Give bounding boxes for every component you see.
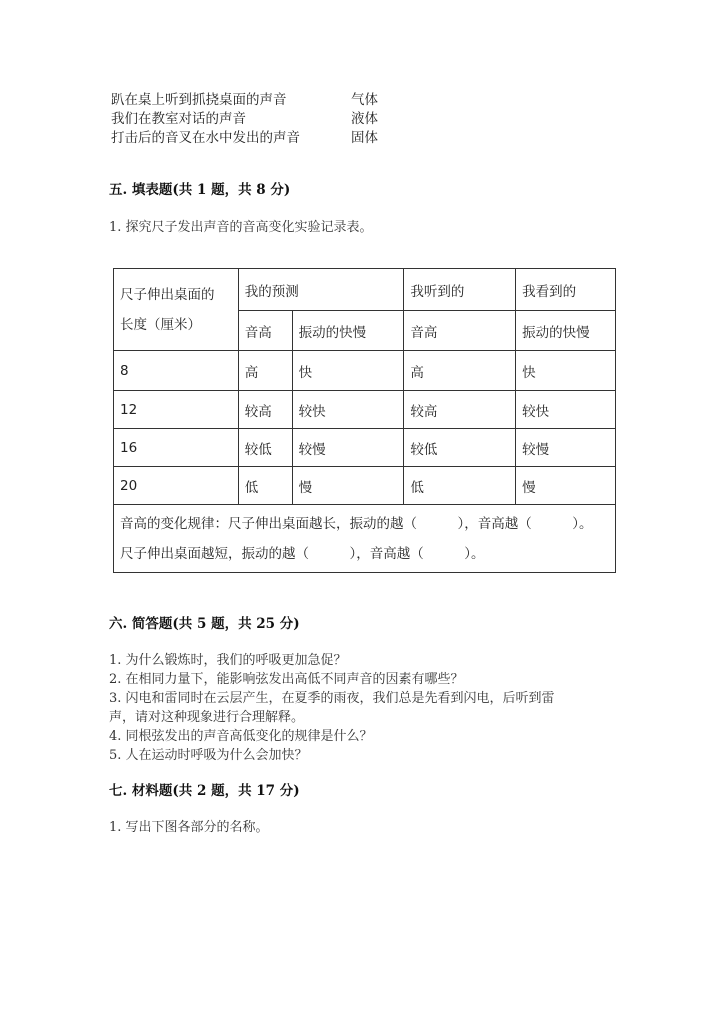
sub-header: 音高 (404, 311, 516, 351)
sub-header: 振动的快慢 (292, 311, 404, 351)
cell: 低 (238, 467, 292, 505)
col1-header: 尺子伸出桌面的 长度（厘米） (114, 269, 239, 351)
table-row (114, 391, 616, 429)
cell: 较高 (238, 391, 292, 429)
cell: 较慢 (292, 429, 404, 467)
cell: 12 (114, 391, 239, 429)
cell: 高 (404, 351, 516, 391)
question-1: 1. 为什么锻炼时，我们的呼吸更加急促？ (109, 653, 347, 668)
pattern-note: 音高的变化规律：尺子伸出桌面越长，振动的越（ ），音高越（ ）。 尺子伸出桌面越短，振动的越（ ），音高越（ ）。 (114, 505, 616, 573)
group-heard: 我听到的 (404, 269, 516, 311)
matching-left-2: 我们在教室对话的声音 (111, 111, 246, 127)
section5-title: 五. 填表题(共 1 题，共 8 分) (109, 182, 291, 198)
cell: 较快 (292, 391, 404, 429)
cell: 慢 (292, 467, 404, 505)
question-4: 4. 同根弦发出的声音高低变化的规律是什么？ (109, 729, 373, 744)
section7-title: 七. 材料题(共 2 题，共 17 分) (109, 783, 300, 799)
sub-header: 振动的快慢 (516, 311, 616, 351)
question-3-cont: 声，请对这种现象进行合理解释。 (109, 710, 305, 725)
cell: 快 (292, 351, 404, 391)
table-row (114, 351, 616, 391)
record-table (113, 268, 616, 573)
group-seen: 我看到的 (516, 269, 616, 311)
cell: 低 (404, 467, 516, 505)
matching-right-1: 气体 (351, 92, 378, 108)
table-row (114, 467, 616, 505)
cell: 较低 (238, 429, 292, 467)
cell: 较高 (404, 391, 516, 429)
table-row (114, 429, 616, 467)
cell: 慢 (516, 467, 616, 505)
cell: 较低 (404, 429, 516, 467)
cell: 快 (516, 351, 616, 391)
cell: 高 (238, 351, 292, 391)
question-3: 3. 闪电和雷同时在云层产生，在夏季的雨夜，我们总是先看到闪电，后听到雷 (109, 691, 555, 706)
matching-left-1: 趴在桌上听到抓挠桌面的声音 (111, 92, 287, 108)
sub-header: 音高 (238, 311, 292, 351)
cell: 20 (114, 467, 239, 505)
matching-right-3: 固体 (351, 130, 378, 146)
question-2: 2. 在相同力量下，能影响弦发出高低不同声音的因素有哪些？ (109, 672, 464, 687)
cell: 较快 (516, 391, 616, 429)
cell: 8 (114, 351, 239, 391)
matching-right-2: 液体 (351, 111, 378, 127)
group-my-prediction: 我的预测 (238, 269, 404, 311)
cell: 较慢 (516, 429, 616, 467)
question-5: 5. 人在运动时呼吸为什么会加快？ (109, 748, 308, 763)
section5-question: 1. 探究尺子发出声音的音高变化实验记录表。 (109, 220, 373, 235)
section7-question: 1. 写出下图各部分的名称。 (109, 820, 269, 835)
cell: 16 (114, 429, 239, 467)
section6-title: 六. 简答题(共 5 题，共 25 分) (109, 616, 300, 632)
matching-left-3: 打击后的音叉在水中发出的声音 (111, 130, 300, 146)
